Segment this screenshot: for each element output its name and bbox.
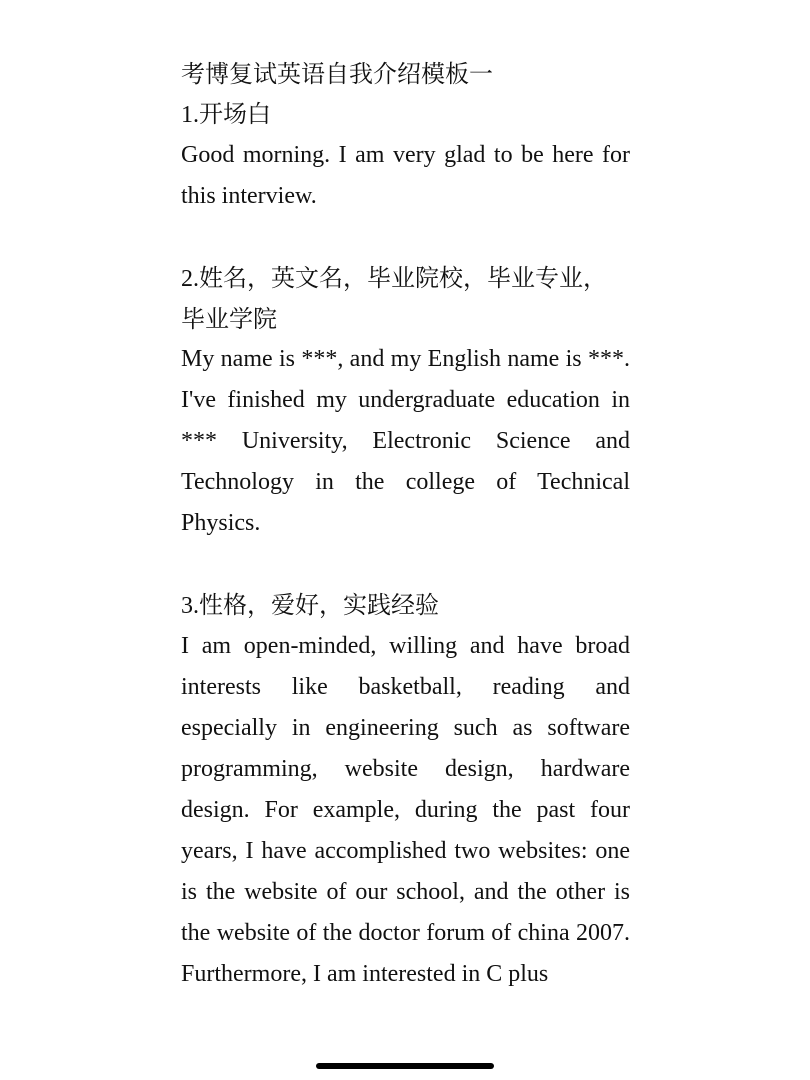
home-indicator[interactable] <box>316 1063 494 1069</box>
paragraph-gap <box>181 217 630 258</box>
document-title: 考博复试英语自我介绍模板一 <box>181 60 493 88</box>
section-body: Good morning. I am very glad to be here for this interview. <box>181 142 630 209</box>
section-heading <box>181 585 630 626</box>
section-number: 2. <box>181 266 199 292</box>
section-personality-hobbies <box>181 585 630 995</box>
section-name-education <box>181 258 630 544</box>
section-number: 1. <box>181 102 199 128</box>
paragraph-gap <box>181 544 630 585</box>
document-page <box>181 54 630 1024</box>
section-heading-text: 性格，爱好，实践经验 <box>199 591 439 619</box>
section-heading-text: 开场白 <box>199 100 271 128</box>
section-heading <box>181 258 630 339</box>
section-opening <box>181 94 630 217</box>
section-body: I am open-minded, willing and have broad interests like basketball, reading and especially in engineering such as software programming, website design, hardware design. For example, during the past four years, I have accomplished two websites: one is the website of our school, and the other is the website of the doctor forum of china 2007. Furthermore, I am interested in C plus <box>181 633 630 987</box>
section-number: 3. <box>181 593 199 619</box>
section-body: My name is ***, and my English name is ***. I've finished my undergraduate education in *** University, Electronic Science and Technology in the college of Technical Physics. <box>181 346 630 536</box>
section-heading-text: 姓名，英文名，毕业院校，毕业专业，毕业学院 <box>181 264 607 333</box>
section-heading <box>181 94 630 135</box>
